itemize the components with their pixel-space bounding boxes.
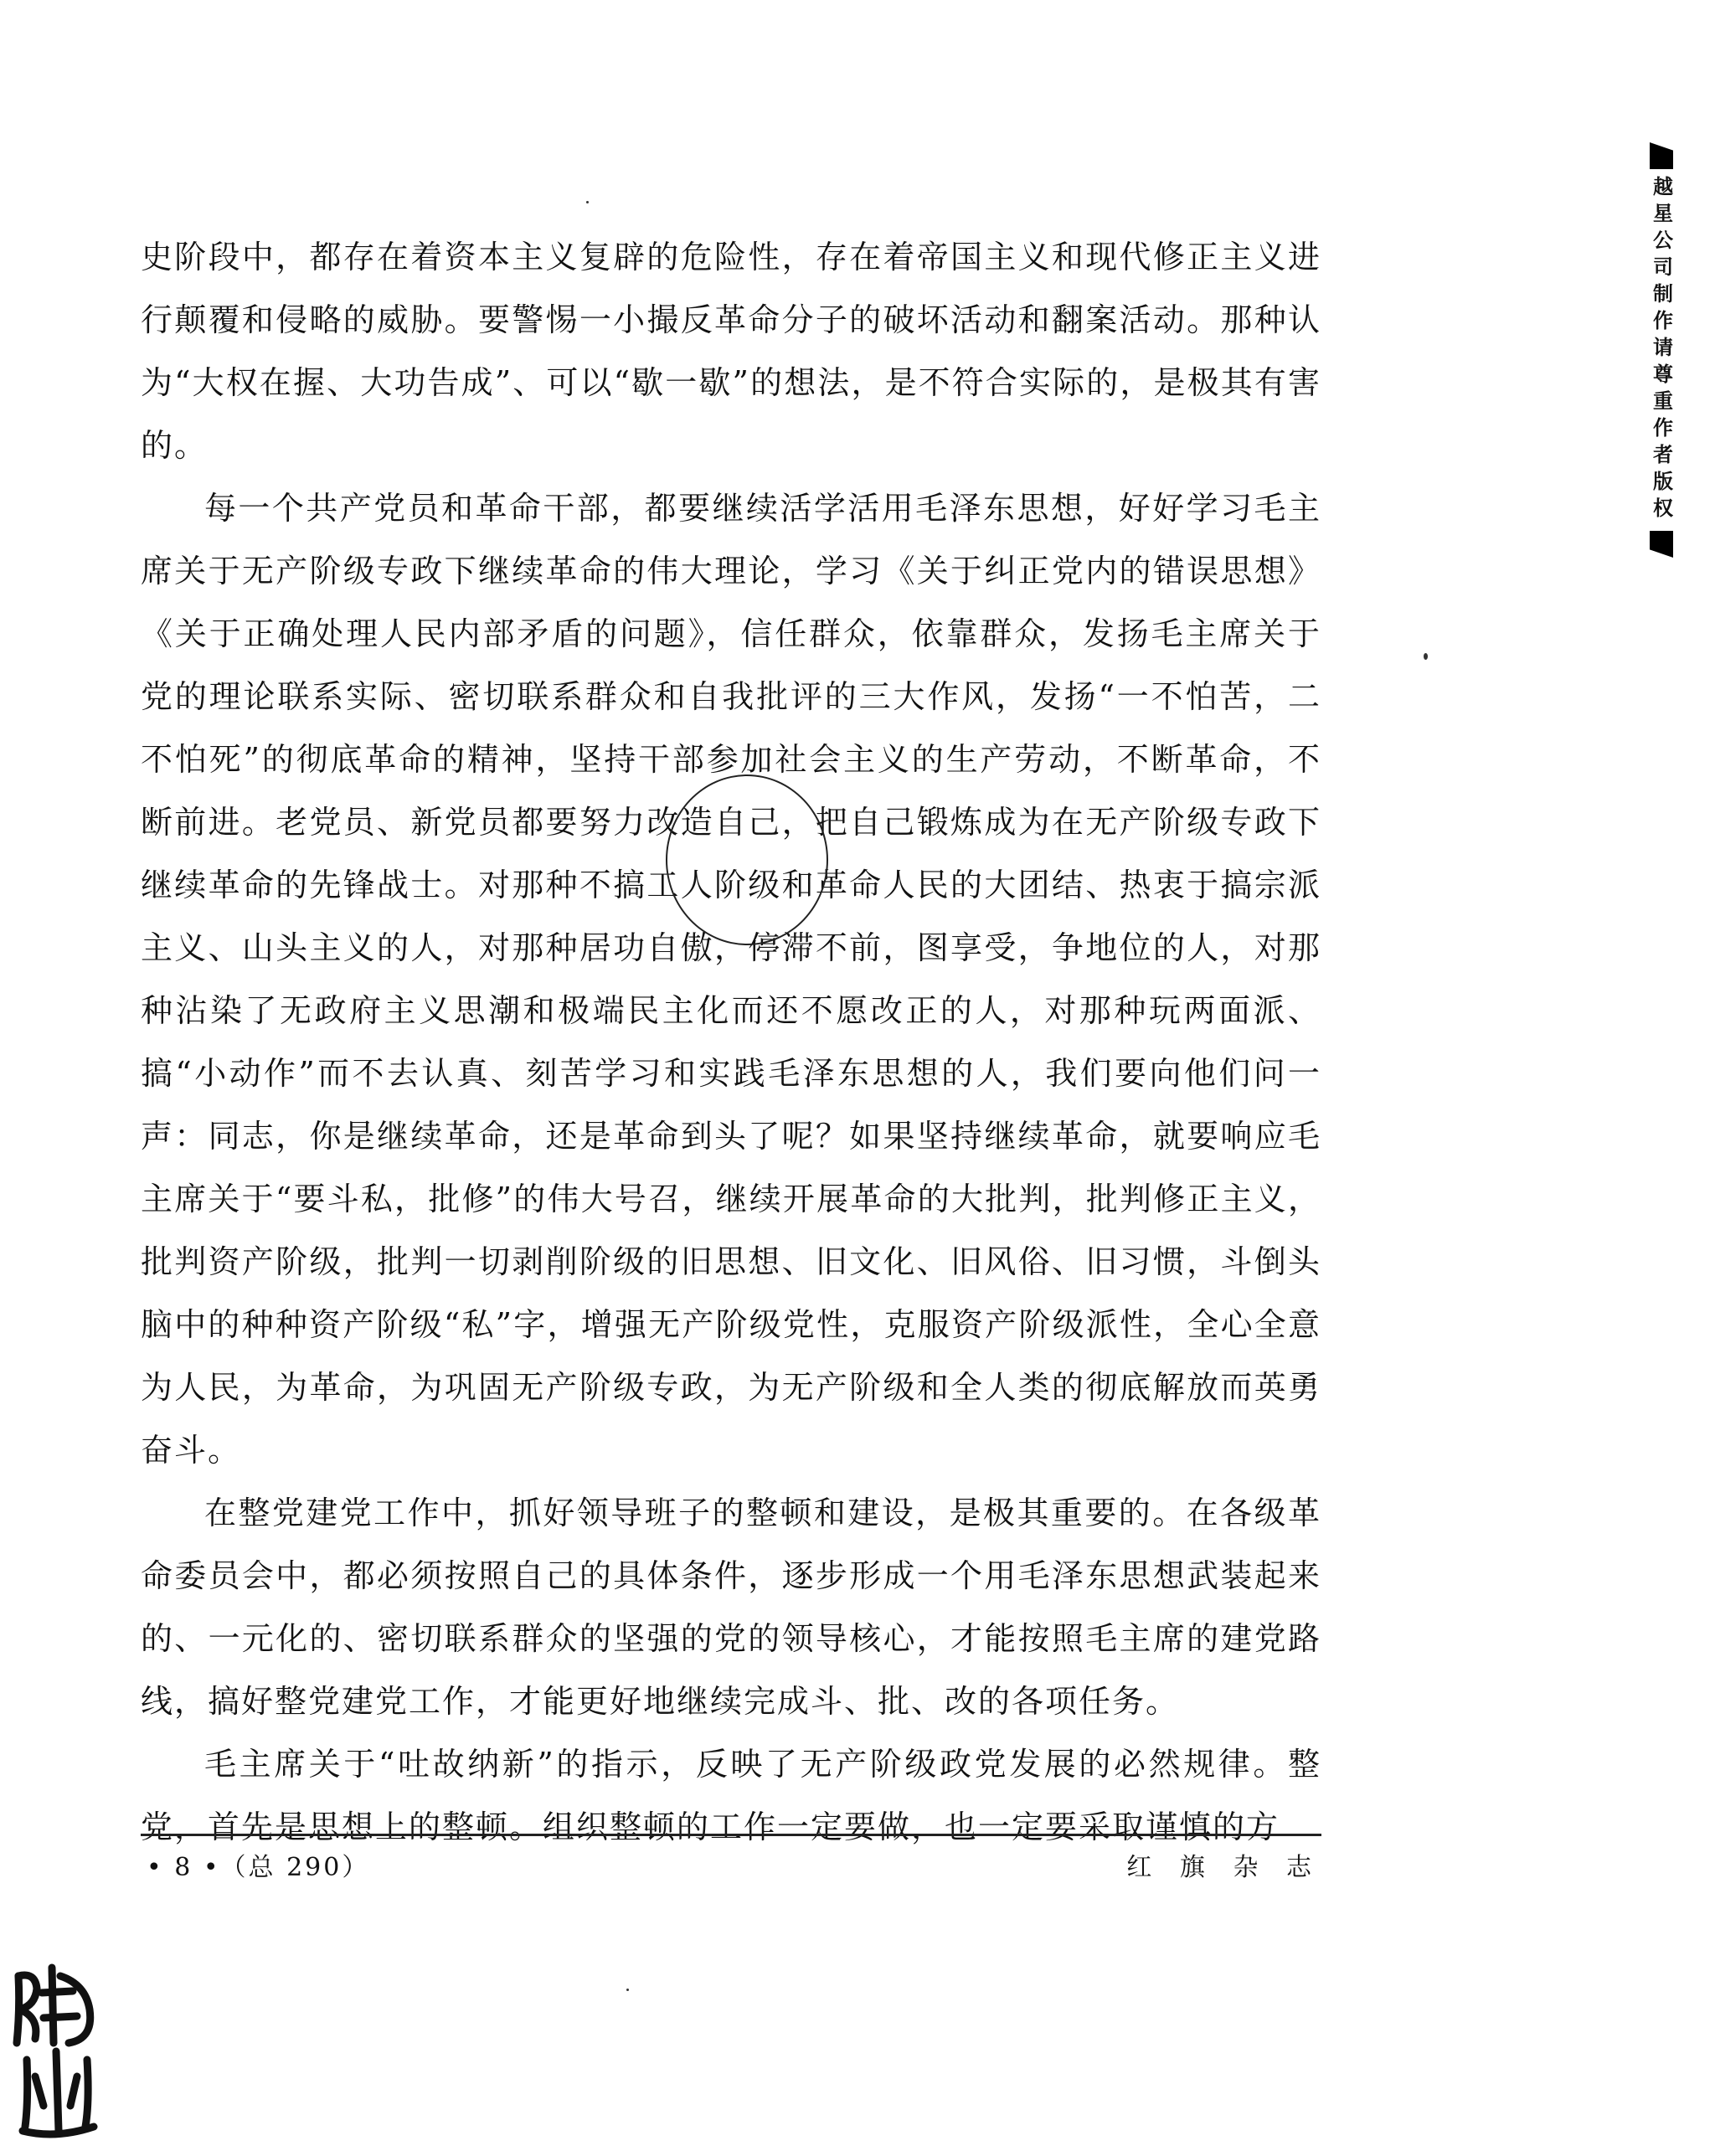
journal-name: 红 旗 杂 志 [1126, 1853, 1321, 1882]
watermark-bar-bottom [1650, 531, 1673, 558]
paragraph-3: 在整党建党工作中，抓好领导班子的整顿和建设，是极其重要的。在各级革命委员会中，都必须按照自己的具体条件，逐步形成一个用毛泽东思想武装起来的、一元化的、密切联系群众的坚强的党的领导核心，才能按照毛主席的建党路线，搞好整党建党工作，才能更好地继续完成斗、批、改的各项任务。 [141, 1495, 1321, 1720]
paragraph-2: 每一个共产党员和革命干部，都要继续活学活用毛泽东思想，好好学习毛主席关于无产阶级专政下继续革命的伟大理论，学习《关于纠正党内的错误思想》《关于正确处理人民内部矛盾的问题》，信任群众，依靠群众，发扬毛主席关于党的理论联系实际、密切联系群众和自我批评的三大作风，发扬“一不怕苦，二不怕死”的彻底革命的精神，坚持干部参加社会主义的生产劳动，不断革命，不断前进。老党员、新党员都要努力改造自己，把自己锻炼成为在无产阶级专政下继续革命的先锋战士。对那种不搞工人阶级和革命人民的大团结、热衷于搞宗派主义、山头主义的人，对那种居功自傲，停滞不前，图享受，争地位的人，对那种沾染了无政府主义思潮和极端民主化而还不愿改正的人，对那种玩两面派、搞“小动作”而不去认真、刻苦学习和实践毛泽东思想的人，我们要向他们问一声：同志，你是继续革命，还是革命到头了呢？如果坚持继续革命，就要响应毛主席关于“要斗私，批修”的伟大号召，继续开展革命的大批判，批判修正主义，批判资产阶级，批判一切剥削阶级的旧思想、旧文化、旧风俗、旧习惯，斗倒头脑中的种种资产阶级“私”字，增强无产阶级党性，克服资产阶级派性，全心全意为人民，为革命，为巩固无产阶级专政，为无产阶级和全人类的彻底解放而英勇奋斗。 [141, 490, 1321, 1469]
paragraph-4: 毛主席关于“吐故纳新”的指示，反映了无产阶级政党发展的必然规律。整党，首先是思想上的整顿。组织整顿的工作一定要做，也一定要采取谨慎的方 [141, 1746, 1321, 1845]
scan-speck [626, 1989, 629, 1991]
side-watermark [1645, 142, 1677, 558]
scan-speck [1424, 653, 1428, 660]
seal-stamp-icon [10, 1959, 106, 2143]
paragraph-1: 史阶段中，都存在着资本主义复辟的危险性，存在着帝国主义和现代修正主义进行颠覆和侵略的威胁。要警惕一小撮反革命分子的破坏活动和翻案活动。那种认为“大权在握、大功告成”、可以“歇一歇”的想法，是不符合实际的，是极其有害的。 [141, 239, 1321, 464]
article-body [141, 226, 1321, 1859]
scan-speck [586, 201, 589, 203]
hand-drawn-circle [666, 774, 828, 945]
page-number: • 8 •（总 290） [147, 1853, 370, 1882]
footer-divider [141, 1834, 1321, 1836]
watermark-text: 越星公司制作请尊重作者版权 [1649, 176, 1673, 524]
watermark-bar-top [1650, 142, 1673, 169]
